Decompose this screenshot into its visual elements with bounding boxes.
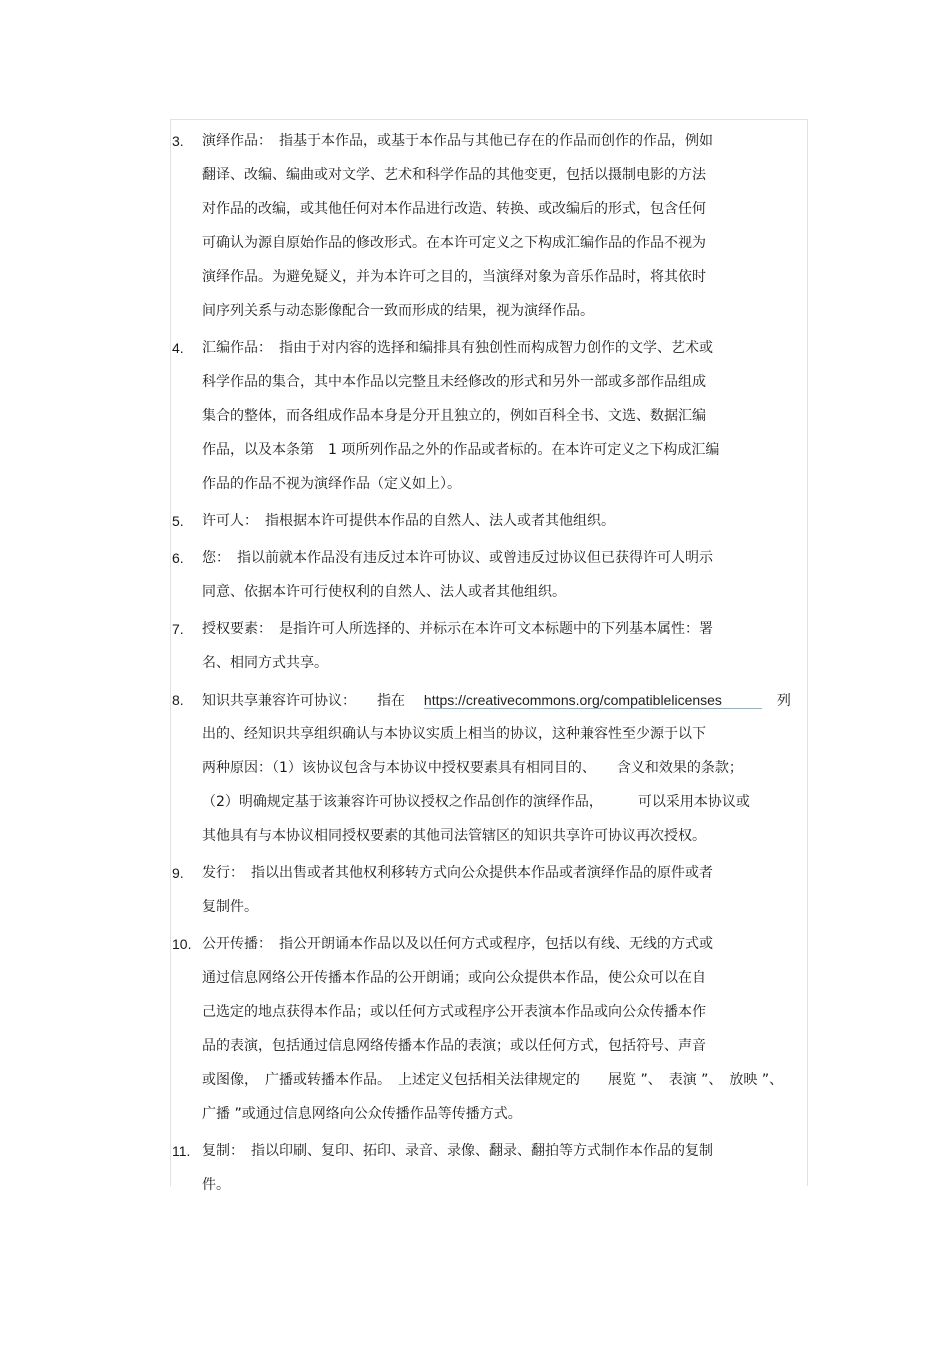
item-line: 间序列关系与动态影像配合一致而形成的结果，视为演绎作品。 [202, 303, 594, 319]
item-line: 集合的整体，而各组成作品本身是分开且独立的，例如百科全书、文选、数据汇编 [202, 408, 706, 424]
item-number: 4. [172, 340, 184, 356]
item-line: 同意、依据本许可行使权利的自然人、法人或者其他组织。 [202, 584, 566, 600]
item-line: 作品，以及本条第 1 项所列作品之外的作品或者标的。在本许可定义之下构成汇编 [202, 442, 720, 458]
item-number: 7. [172, 621, 184, 637]
item-line: 通过信息网络公开传播本作品的公开朗诵；或向公众提供本作品，使公众可以在自 [202, 970, 706, 986]
item-line: 科学作品的集合，其中本作品以完整且未经修改的形式和另外一部或多部作品组成 [202, 374, 706, 390]
definition-item-6 [172, 541, 812, 609]
definitions-list [172, 124, 812, 1205]
item-number: 11. [172, 1143, 191, 1159]
item-line: 作品的作品不视为演绎作品（定义如上）。 [202, 476, 461, 492]
item-number: 9. [172, 865, 184, 881]
item-number: 3. [172, 133, 184, 149]
item-line: 品的表演，包括通过信息网络传播本作品的表演；或以任何方式，包括符号、声音 [202, 1038, 706, 1054]
item-line: 出的、经知识共享组织确认与本协议实质上相当的协议，这种兼容性至少源于以下 [202, 726, 706, 742]
item-line: 复制： 指以印刷、复印、拓印、录音、录像、翻录、翻拍等方式制作本作品的复制 [202, 1143, 713, 1159]
item-number: 6. [172, 550, 184, 566]
definition-item-5 [172, 504, 812, 538]
item-line: 授权要素： 是指许可人所选择的、并标示在本许可文本标题中的下列基本属性：署 [202, 621, 713, 637]
item-line: 件。 [202, 1177, 230, 1193]
item-number: 10. [172, 936, 192, 952]
item-line: 演绎作品： 指基于本作品，或基于本作品与其他已存在的作品而创作的作品，例如 [202, 133, 713, 149]
definition-item-9 [172, 856, 812, 924]
link-prefix-text: 知识共享兼容许可协议： 指在 [202, 693, 405, 709]
item-line: 可确认为源自原始作品的修改形式。在本许可定义之下构成汇编作品的作品不视为 [202, 235, 706, 251]
item-line: 汇编作品： 指由于对内容的选择和编排具有独创性而构成智力创作的文学、艺术或 [202, 340, 713, 356]
item-line: 翻译、改编、编曲或对文学、艺术和科学作品的其他变更，包括以摄制电影的方法 [202, 167, 706, 183]
item-line: 己选定的地点获得本作品；或以任何方式或程序公开表演本作品或向公众传播本作 [202, 1004, 706, 1020]
definition-item-3 [172, 124, 812, 328]
item-line: 名、相同方式共享。 [202, 655, 328, 671]
item-number: 5. [172, 513, 184, 529]
definition-item-4 [172, 331, 812, 501]
definition-item-10 [172, 927, 812, 1131]
item-line: 演绎作品。为避免疑义，并为本许可之目的，当演绎对象为音乐作品时，将其依时 [202, 269, 706, 285]
item-line: 复制件。 [202, 899, 258, 915]
item-line: （2）明确规定基于该兼容许可协议授权之作品创作的演绎作品， 可以采用本协议或 [202, 794, 750, 810]
item-line: 许可人： 指根据本许可提供本作品的自然人、法人或者其他组织。 [202, 513, 615, 529]
compatible-licenses-link[interactable]: https://creativecommons.org/compatiblelicenses [424, 692, 762, 709]
item-line: 发行： 指以出售或者其他权利移转方式向公众提供本作品或者演绎作品的原件或者 [202, 865, 713, 881]
item-line: 对作品的改编，或其他任何对本作品进行改造、转换、或改编后的形式，包含任何 [202, 201, 706, 217]
link-suffix-text: 列 [776, 693, 791, 709]
item-line: 其他具有与本协议相同授权要素的其他司法管辖区的知识共享许可协议再次授权。 [202, 828, 706, 844]
definition-item-8 [172, 683, 812, 853]
item-line-with-link [172, 683, 812, 717]
item-number: 8. [172, 692, 184, 708]
item-line: 公开传播： 指公开朗诵本作品以及以任何方式或程序，包括以有线、无线的方式或 [202, 936, 713, 952]
item-line: 两种原因：（1）该协议包含与本协议中授权要素具有相同目的、 含义和效果的条款； [202, 760, 743, 776]
item-line: 广播 ”或通过信息网络向公众传播作品等传播方式。 [202, 1106, 522, 1122]
definition-item-7 [172, 612, 812, 680]
item-line: 您： 指以前就本作品没有违反过本许可协议、或曾违反过协议但已获得许可人明示 [202, 550, 713, 566]
item-line: 或图像， 广播或转播本作品。 上述定义包括相关法律规定的 展览 ”、 表演 ”、 放映 ”、 [202, 1072, 784, 1088]
definition-item-11 [172, 1134, 812, 1202]
